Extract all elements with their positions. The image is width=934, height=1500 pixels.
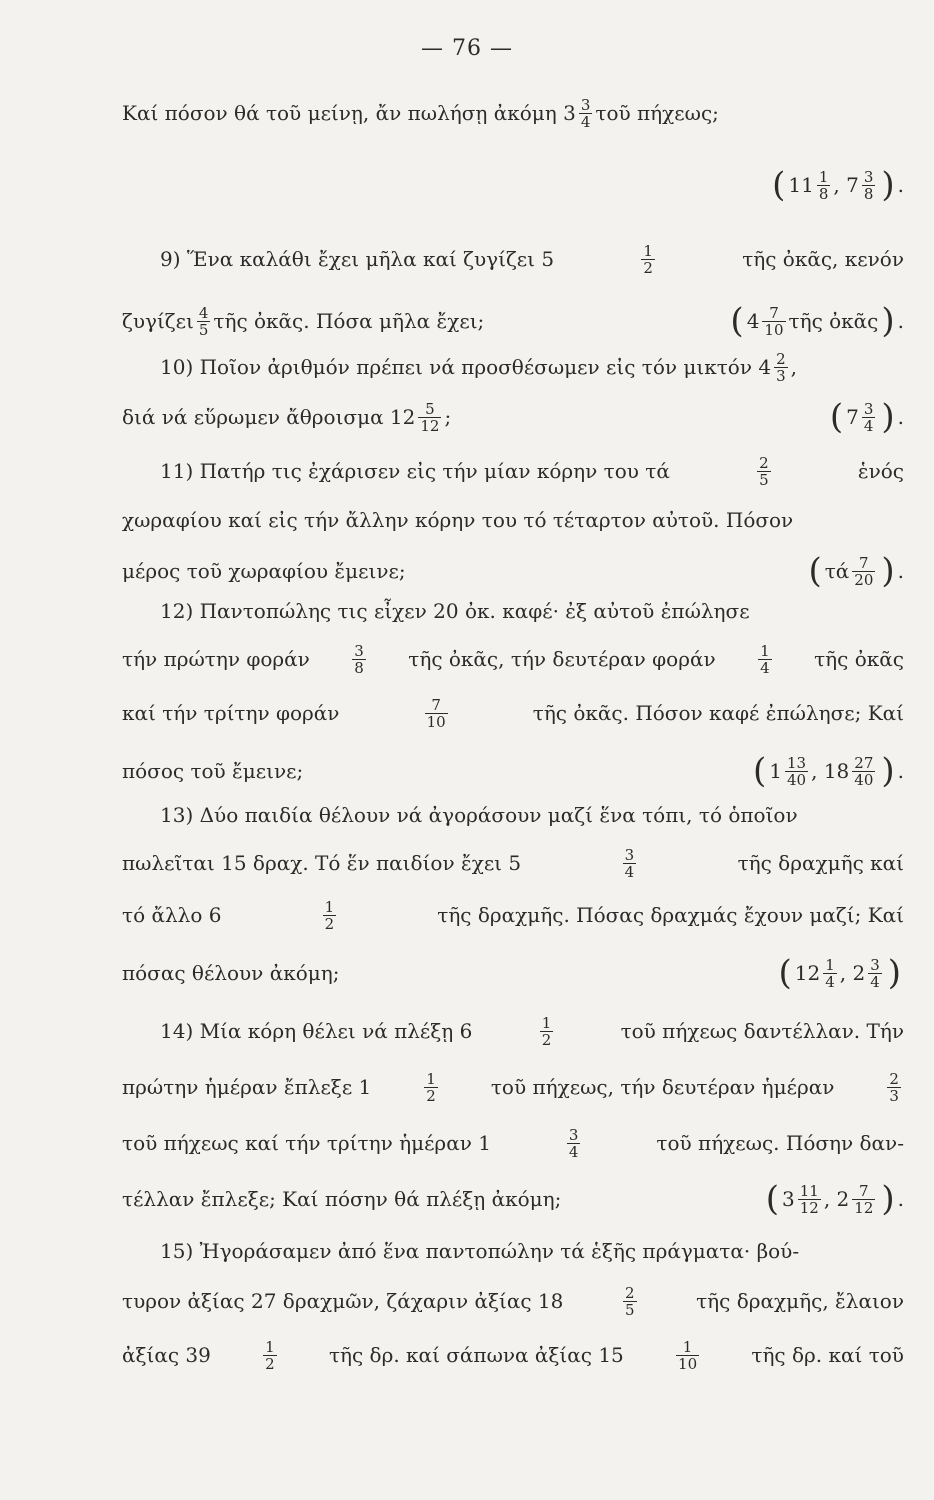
text-segment: καί τήν τρίτην φοράν [122,700,340,725]
fraction-denominator: 2 [265,1355,275,1373]
fraction-denominator: 8 [354,659,364,677]
fraction-denominator: 4 [870,973,880,991]
fraction-denominator: 40 [787,771,807,789]
text-segment: πωλεῖται 15 δραχ. Τό ἕν παιδίον ἔχει 5 [122,850,522,875]
text-line [160,350,904,383]
fraction-numerator: 7 [859,1182,869,1200]
text-line [160,1236,904,1266]
text-line [160,242,904,275]
text-segment: . [897,308,904,333]
fraction [641,243,655,276]
text-segment: τῆς ὀκᾶς. Πόσον καφέ ἐπώλησε; Καί [532,700,904,725]
text-line [160,596,904,626]
fraction [418,401,441,434]
fraction [798,1183,821,1216]
answer-paren: ) [887,952,901,993]
fraction-numerator: 3 [624,846,635,864]
answer-paren: ( [730,300,744,341]
text-segment: τό ἄλλο 6 [122,902,222,927]
fraction-numerator: 1 [426,1070,436,1088]
fraction-numerator: 7 [859,554,869,572]
text-segment: , [790,354,797,379]
text-segment: , 2 [823,1186,850,1211]
fraction-denominator: 4 [624,863,635,881]
text-segment: τῆς δραχμῆς, ἔλαιον [696,1288,904,1313]
text-line [122,1070,904,1103]
answer-paren: ) [881,396,895,437]
answer-paren: ( [829,396,844,437]
fraction-numerator: 3 [863,400,874,418]
fraction-numerator: 1 [324,898,335,916]
text-segment: μέρος τοῦ χωραφίου ἔμεινε; [122,558,406,583]
fraction-numerator: 5 [425,400,435,418]
text-segment: . [897,172,904,197]
text-segment: 1 [769,758,783,783]
fraction-numerator: 1 [760,642,770,660]
text-segment: πρώτην ἡμέραν ἔπλεξε 1 [122,1074,372,1099]
text-segment: τοῦ πήχεως δαντέλλαν. Τήν [620,1018,904,1043]
text-segment: 10) Ποῖον ἀριθμόν πρέπει νά προσθέσωμεν εἰς τόν μικτόν 4 [160,354,772,379]
fraction-numerator: 3 [580,96,591,114]
text-segment: τῆς δραχμῆς. Πόσας δραχμάς ἔχουν μαζί; Καί [437,902,904,927]
text-segment: ζυγίζει [122,308,194,333]
text-segment: τά [824,558,850,583]
text-segment: χωραφίου καί εἰς τήν ἄλλην κόρην του τό τέταρτον αὐτοῦ. Πόσον [122,508,794,532]
text-segment: τοῦ πήχεως καί τήν τρίτην ἡμέραν 1 [122,1130,491,1155]
fraction [868,957,882,990]
fraction [676,1339,699,1372]
fraction-numerator: 13 [787,754,807,772]
text-line [160,454,904,487]
fraction [540,1015,554,1048]
fraction-denominator: 4 [863,417,874,435]
fraction-numerator: 1 [541,1014,552,1032]
fraction-numerator: 1 [682,1338,693,1356]
text-line [122,898,904,931]
fraction-denominator: 2 [541,1031,552,1049]
text-line [122,1284,904,1317]
text-segment: τοῦ πήχεως; [595,100,719,125]
answer-paren: ( [772,164,786,205]
text-segment: . [897,558,904,583]
text-line [160,800,904,830]
text-segment: τῆς δρ. καί τοῦ [751,1342,904,1367]
text-segment: τυρον ἀξίας 27 δραχμῶν, ζάχαριν ἀξίας 18 [122,1288,564,1313]
text-segment: 11) Πατήρ τις ἐχάρισεν εἰς τήν μίαν κόρην του τά [160,458,670,483]
fraction-denominator: 10 [426,713,446,731]
text-segment: τῆς ὀκᾶς. Πόσα μῆλα ἔχει; [213,308,485,333]
text-segment: τοῦ πήχεως, τήν δευτέραν ἡμέραν [490,1074,835,1099]
text-segment: . [897,758,904,783]
fraction [567,1127,581,1160]
text-segment: 15) Ἠγοράσαμεν ἀπό ἕνα παντοπώλην τά ἑξῆς πράγματα· βού- [160,1239,800,1263]
text-segment: 11 [788,172,814,197]
fraction [762,305,785,338]
fraction [862,169,876,202]
text-line [122,696,904,729]
text-line [122,300,904,341]
fraction [785,755,808,788]
text-segment: . [897,1186,904,1211]
fraction-numerator: 3 [870,956,880,974]
text-segment: , 18 [811,758,850,783]
text-segment: πόσος τοῦ ἔμεινε; [122,758,304,783]
fraction [425,697,448,730]
fraction [852,755,875,788]
fraction [323,899,337,932]
fraction [862,401,876,434]
fraction-numerator: 3 [863,168,874,186]
text-segment: , 2 [839,960,866,985]
fraction-numerator: 7 [431,696,441,714]
text-segment: ; [444,404,452,429]
text-segment: τοῦ πήχεως. Πόσην δαν- [656,1130,904,1155]
text-segment: 12) Παντοπώλης τις εἶχεν 20 ὀκ. καφέ· ἐξ αὐτοῦ ἐπώλησε [160,599,750,623]
fraction-numerator: 7 [769,304,779,322]
fraction-denominator: 4 [580,113,591,131]
answer-paren: ) [881,164,895,205]
fraction-denominator: 20 [854,571,874,589]
fraction [852,555,875,588]
text-segment: τῆς δρ. καί σάπωνα ἀξίας 15 [328,1342,624,1367]
fraction [758,643,772,676]
fraction-denominator: 2 [643,259,653,277]
answer-paren: ) [881,750,895,791]
fraction-denominator: 3 [889,1087,899,1105]
text-segment: τῆς ὀκᾶς, τήν δευτέραν φοράν [408,646,716,671]
text-segment: 13) Δύο παιδία θέλουν νά ἀγοράσουν μαζί ἕνα τόπι, τό ὁποῖον [160,803,798,827]
text-segment: τέλλαν ἔπλεξε; Καί πόσην θά πλέξῃ ἀκόμη; [122,1186,562,1211]
text-segment: 14) Μία κόρη θέλει νά πλέξῃ 6 [160,1018,473,1043]
fraction-numerator: 3 [354,642,364,660]
text-line [122,1126,904,1159]
text-line [122,396,904,437]
text-segment: ἀξίας 39 [122,1342,211,1367]
fraction-denominator: 5 [198,321,209,339]
answer-paren: ) [881,1178,895,1219]
answer-paren: ( [808,550,822,591]
text-line [122,642,904,675]
fraction-denominator: 5 [759,471,769,489]
fraction-denominator: 10 [764,321,784,339]
text-segment: ἑνός [857,458,904,483]
page-number: — 76 — [421,36,513,61]
fraction-numerator: 2 [889,1070,899,1088]
fraction-numerator: 1 [265,1338,275,1356]
text-line [122,1338,904,1371]
text-line [122,96,904,129]
fraction-denominator: 12 [420,417,440,435]
fraction [424,1071,438,1104]
text-line [122,952,904,993]
fraction [263,1339,277,1372]
fraction-denominator: 5 [624,1301,635,1319]
fraction-denominator: 3 [776,367,786,385]
fraction [352,643,366,676]
fraction-numerator: 1 [643,242,653,260]
text-segment: τῆς δραχμῆς καί [737,850,904,875]
answer-paren: ) [881,300,895,341]
fraction-denominator: 2 [426,1087,436,1105]
text-segment: Καί πόσον θά τοῦ μείνῃ, ἄν πωλήσῃ ἀκόμη 3 [122,100,576,125]
fraction-denominator: 12 [799,1199,819,1217]
answer-paren: ) [881,550,895,591]
fraction [887,1071,901,1104]
fraction-denominator: 4 [760,659,770,677]
fraction-denominator: 12 [854,1199,874,1217]
fraction-denominator: 8 [863,185,874,203]
text-line [122,505,904,535]
text-segment: τῆς ὀκᾶς [788,308,879,333]
answer-paren: ( [765,1178,779,1219]
text-segment: πόσας θέλουν ἀκόμη; [122,960,340,985]
text-line [122,1178,904,1219]
fraction-denominator: 8 [818,185,829,203]
text-line [122,750,904,791]
fraction-denominator: 4 [825,973,835,991]
fraction-numerator: 4 [198,304,209,322]
fraction-numerator: 11 [799,1182,819,1200]
fraction-numerator: 3 [568,1126,579,1144]
text-segment: 9) Ἕνα καλάθι ἔχει μῆλα καί ζυγίζει 5 [160,246,555,271]
text-segment: 4 [746,308,760,333]
fraction-denominator: 4 [568,1143,579,1161]
fraction [579,97,593,130]
fraction-numerator: 1 [825,956,835,974]
text-line [160,1014,904,1047]
text-segment: . [897,404,904,429]
fraction-numerator: 2 [776,350,786,368]
text-segment: διά νά εὕρωμεν ἄθροισμα 12 [122,404,416,429]
answer-paren: ( [778,952,792,993]
fraction-numerator: 2 [759,454,769,472]
fraction [823,957,837,990]
text-line [122,846,904,879]
text-segment: 3 [782,1186,795,1211]
fraction-numerator: 1 [818,168,829,186]
text-segment: 7 [846,404,859,429]
text-segment: τήν πρώτην φοράν [122,646,310,671]
fraction [197,305,211,338]
fraction [623,847,637,880]
fraction [757,455,771,488]
fraction-denominator: 10 [678,1355,698,1373]
fraction [623,1285,637,1318]
fraction-denominator: 2 [324,915,335,933]
fraction [774,351,788,384]
fraction-numerator: 27 [854,754,874,772]
text-line [122,550,904,591]
answer-paren: ( [753,750,767,791]
text-segment: , 7 [833,172,859,197]
text-segment: τῆς ὀκᾶς [814,646,904,671]
text-line [122,164,904,205]
fraction-numerator: 2 [624,1284,635,1302]
fraction-denominator: 40 [854,771,874,789]
text-segment: 12 [794,960,821,985]
fraction [852,1183,875,1216]
fraction [817,169,831,202]
text-segment: τῆς ὀκᾶς, κενόν [742,246,904,271]
